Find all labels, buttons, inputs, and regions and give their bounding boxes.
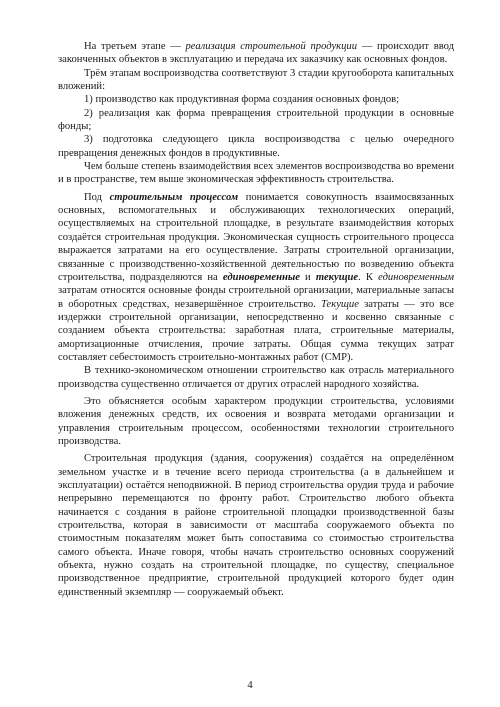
text-run: — происходит ввод законченных объектов в эксплуатацию и передача их заказчику как основных фондов. <box>58 41 455 66</box>
text-run: понимается совокупность взаимосвязанных основных, вспомогательных и обслуживающих технологических операций, осуществляемых на строительной площадке, в результате взаимодействия которых создаётся строительная продукция. Экономическая сущность строительного процесса выражается затратами на его осуществление. Затраты строительной организации, связанные с производственно-хозяйственной деятельностью по возведению объекта строительства, подразделяются на <box>58 191 454 283</box>
body-paragraph <box>58 452 454 599</box>
text-run: На третьем этапе — <box>84 41 186 52</box>
text-run: Под <box>84 191 110 203</box>
italic-term: реализация строительной продукции <box>185 41 358 52</box>
text-run: Это объясняется особым характером продукции строительства, условиями вложения денежных средств, их освоения и возврата методами организации и управления строительным процессом, особенностями технологии строительного производства. <box>58 395 454 447</box>
italic-term: Текущие <box>321 298 359 310</box>
page-number: 4 <box>247 680 253 691</box>
text-run: и <box>299 271 316 283</box>
text-run: Чем больше степень взаимодействия всех элементов воспроизводства во времени и в пространстве, тем выше экономическая эффективность строительства. <box>58 161 454 186</box>
body-paragraph <box>58 364 454 391</box>
body-paragraph <box>58 67 454 94</box>
emphasized-term: строительным процессом <box>109 191 239 203</box>
text-run: В технико-экономическом отношении строительство как отрасль материального производства существенно отличается от других отраслей народного хозяйства. <box>58 365 454 390</box>
document-page <box>58 40 454 599</box>
body-paragraph <box>58 93 454 106</box>
body-paragraph <box>58 191 454 364</box>
body-paragraph <box>58 395 454 448</box>
emphasized-term: единовременные <box>222 271 300 283</box>
text-run: 3) подготовка следующего цикла воспроизводства с целью очередного превращения денежных фондов в продуктивные. <box>58 134 454 159</box>
text-run: Строительная продукция (здания, сооружения) создаётся на определённом земельном участке и в течение всего периода строительства (а в дальнейшем и эксплуатации) остаётся неподвижной. В период строительства орудия труда и рабочие непрерывно перемещаются по фронту работ. Строительство любого объекта начинается с создания в районе строительной площадки производственной базы строительства, которая в зависимости от масштаба сооружаемого объекта по стоимостным показателям может быть сопоставима со стоимостью строительства самого объекта. Иначе говоря, чтобы начать строительство основных сооружений объекта, нужно создать на строительной площадке, по существу, специальное производственное предприятие, строительной продукцией которого будет один единственный экземпляр — сооружаемый объект. <box>58 453 454 598</box>
text-run: Трём этапам воспроизводства соответствуют 3 стадии кругооборота капитальных вложений: <box>58 67 454 93</box>
italic-term: единовременным <box>378 271 455 283</box>
body-paragraph <box>58 160 454 187</box>
text-run: затраты — это все издержки строительной организации, непосредственно и косвенно связанные с созданием объекта строительства: заработная плата, строительные материалы, амортизационные отчисления, прочие затраты. Общая сумма текущих затрат составляет себестоимость строительно-монтажных работ (СМР). <box>58 298 454 363</box>
emphasized-term: текущие <box>315 271 359 283</box>
body-paragraph <box>58 107 454 134</box>
body-paragraph <box>58 133 454 160</box>
body-paragraph <box>58 40 454 67</box>
text-run: 1) производство как продуктивная форма создания основных фондов; <box>84 94 400 106</box>
text-run: затратам относятся основные фонды строительной организации, материальные запасы в оборотных средствах, незавершённое строительство. <box>58 285 454 310</box>
text-run: 2) реализация как форма превращения строительной продукции в основные фонды; <box>58 107 454 133</box>
text-run: . К <box>358 271 379 283</box>
